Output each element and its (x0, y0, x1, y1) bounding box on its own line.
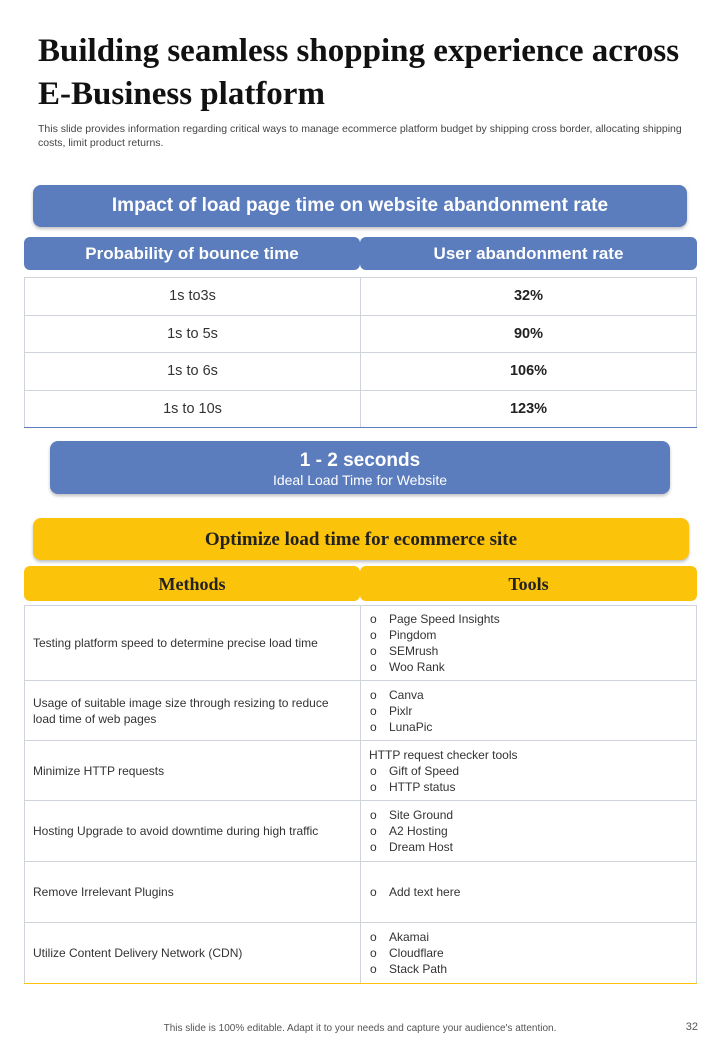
section2-banner: Optimize load time for ecommerce site (33, 518, 689, 560)
table-row (25, 315, 697, 353)
tools-list (369, 687, 696, 735)
ideal-load-time-label: Ideal Load Time for Website (272, 472, 448, 488)
abandonment-table (24, 277, 697, 428)
tool-item: o Page Speed Insights (369, 611, 696, 627)
tool-item: o Pixlr (369, 703, 696, 719)
table-row (25, 390, 697, 428)
table-row (25, 801, 697, 862)
tool-item: o Canva (369, 687, 696, 703)
page-number: 32 (685, 1021, 698, 1033)
tool-item: o Add text here (369, 884, 696, 900)
column-header-abandonment-rate: User abandonment rate (360, 237, 697, 270)
tools-list (369, 807, 696, 855)
tools-cell (361, 862, 697, 923)
page-subtitle: This slide provides information regarding critical ways to manage ecommerce platform budget by shipping cross border, allocating shipping costs, limit product returns. (38, 123, 682, 149)
abandonment-rate-cell: 90% (361, 315, 697, 353)
tool-item: o LunaPic (369, 719, 696, 735)
tool-item: o A2 Hosting (369, 823, 696, 839)
tools-list (369, 611, 696, 675)
tool-item: o Woo Rank (369, 659, 696, 675)
bounce-time-cell: 1s to 5s (25, 315, 361, 353)
tools-list (369, 763, 696, 795)
abandonment-rate-cell: 123% (361, 390, 697, 428)
ideal-load-time-callout (50, 441, 670, 494)
tools-cell (361, 801, 697, 862)
table-row (25, 278, 697, 316)
section1-banner: Impact of load page time on website abandonment rate (33, 185, 687, 227)
method-cell: Usage of suitable image size through resizing to reduce load time of web pages (25, 681, 361, 741)
tools-list (369, 884, 696, 900)
tool-item: o Dream Host (369, 839, 696, 855)
tools-cell (361, 923, 697, 984)
abandonment-rate-cell: 32% (361, 278, 697, 316)
method-cell: Testing platform speed to determine precise load time (25, 606, 361, 681)
tools-cell (361, 606, 697, 681)
tool-item: o Site Ground (369, 807, 696, 823)
column-header-bounce-time: Probability of bounce time (24, 237, 360, 270)
table-row (25, 681, 697, 741)
bounce-time-cell: 1s to 10s (25, 390, 361, 428)
column-header-tools: Tools (360, 566, 697, 601)
page-title: Building seamless shopping experience across E-Business platform (38, 33, 680, 112)
tool-item: o Akamai (369, 929, 696, 945)
tool-item: o Pingdom (369, 627, 696, 643)
method-cell: Remove Irrelevant Plugins (25, 862, 361, 923)
tools-cell (361, 741, 697, 801)
tools-list (369, 929, 696, 977)
table-row (25, 862, 697, 923)
methods-tools-table (24, 605, 697, 984)
tool-item: o Stack Path (369, 961, 696, 977)
bounce-time-cell: 1s to 6s (25, 353, 361, 391)
table-row (25, 923, 697, 984)
tools-intro: HTTP request checker tools (369, 747, 518, 762)
tools-cell (361, 681, 697, 741)
tool-item: o Cloudflare (369, 945, 696, 961)
tool-item: o HTTP status (369, 779, 696, 795)
footer-note: This slide is 100% editable. Adapt it to your needs and capture your audience's attention. (163, 1023, 557, 1034)
method-cell: Hosting Upgrade to avoid downtime during high traffic (25, 801, 361, 862)
tool-item: o Gift of Speed (369, 763, 696, 779)
method-cell: Minimize HTTP requests (25, 741, 361, 801)
table-row (25, 741, 697, 801)
abandonment-rate-cell: 106% (361, 353, 697, 391)
bounce-time-cell: 1s to3s (25, 278, 361, 316)
table-row (25, 353, 697, 391)
ideal-load-time-value: 1 - 2 seconds (299, 450, 421, 471)
column-header-methods: Methods (24, 566, 360, 601)
table-row (25, 606, 697, 681)
method-cell: Utilize Content Delivery Network (CDN) (25, 923, 361, 984)
tool-item: o SEMrush (369, 643, 696, 659)
